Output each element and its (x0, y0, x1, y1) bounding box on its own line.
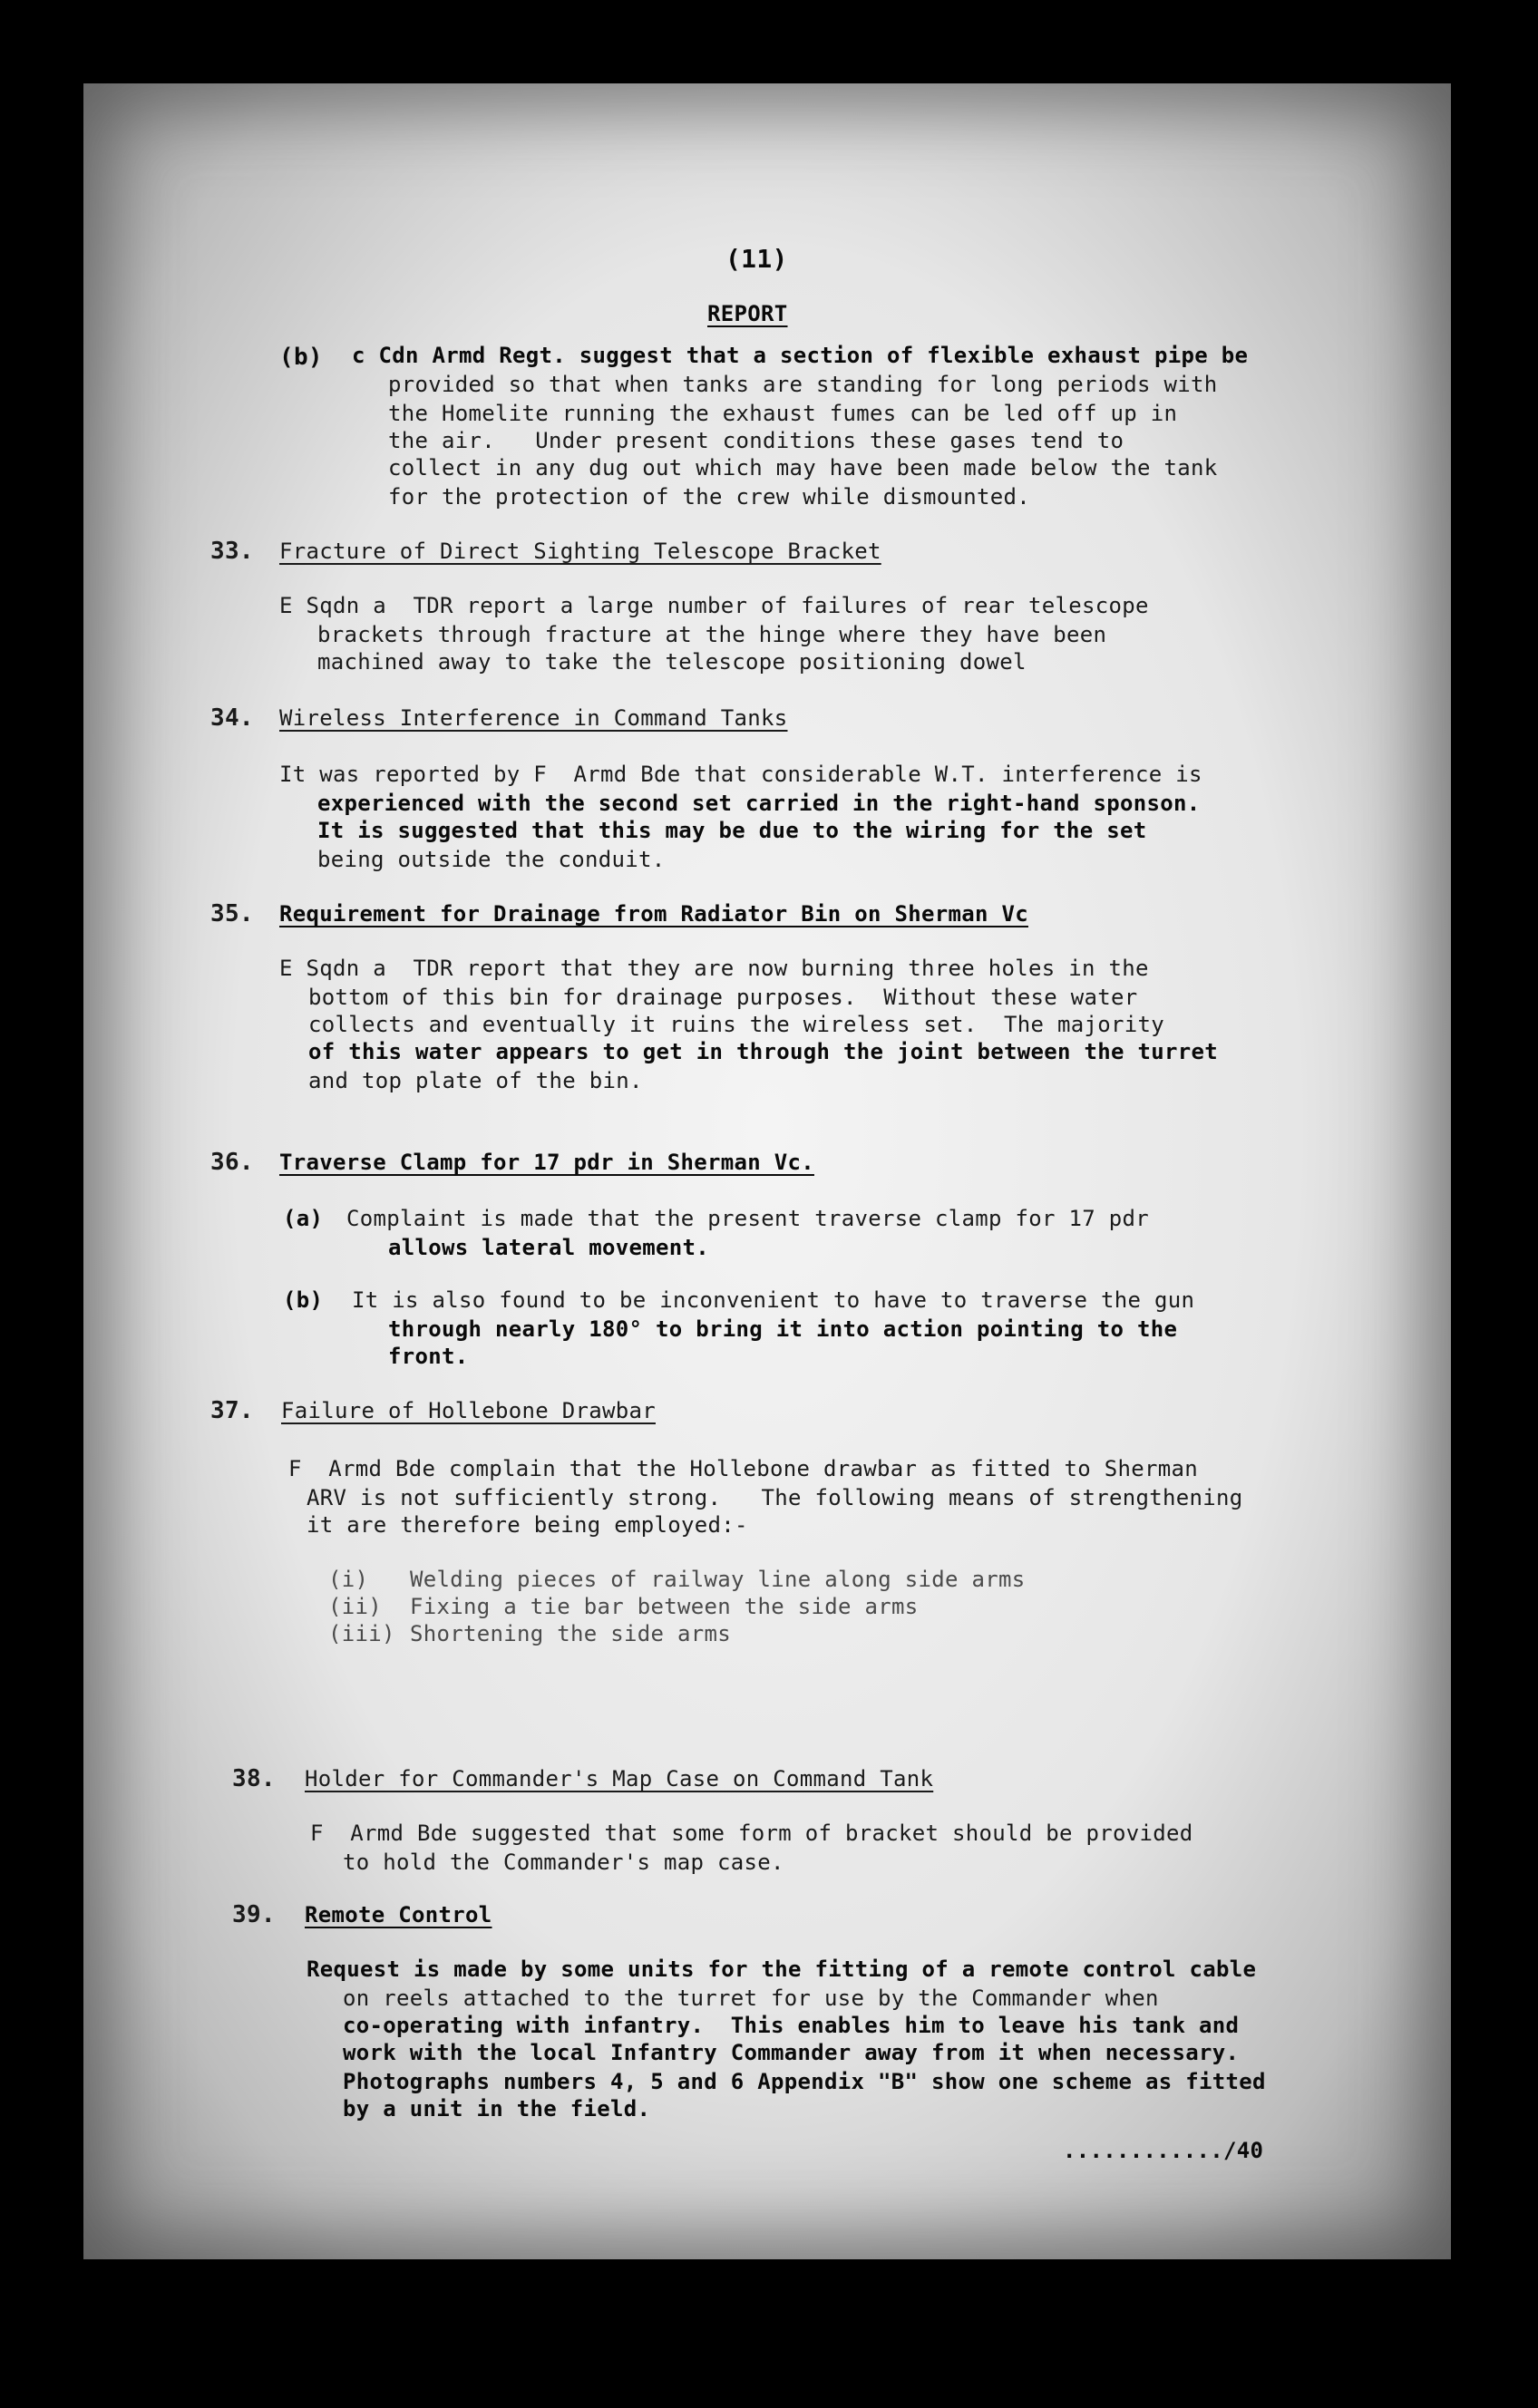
item-line: ARV is not sufficiently strong. The following means of strengthening (307, 1485, 1243, 1510)
item-title: Failure of Hollebone Drawbar (281, 1398, 656, 1423)
item-line: co-operating with infantry. This enables him to leave his tank and (343, 2013, 1240, 2038)
item-line: It is suggested that this may be due to the wiring for the set (317, 818, 1147, 843)
item-line: Complaint is made that the present traverse clamp for 17 pdr (346, 1206, 1149, 1231)
item-line: F Armd Bde complain that the Hollebone drawbar as fitted to Sherman (288, 1456, 1198, 1481)
section-b-line: for the protection of the crew while dismounted. (388, 484, 1030, 510)
item-line: of this water appears to get in through the joint between the turret (308, 1039, 1218, 1064)
item-line: F Armd Bde suggested that some form of bracket should be provided (310, 1821, 1193, 1846)
item-title: Traverse Clamp for 17 pdr in Sherman Vc. (279, 1150, 814, 1175)
list-label: (ii) (328, 1594, 382, 1619)
section-b-line: provided so that when tanks are standing for long periods with (388, 372, 1218, 397)
item-line: experienced with the second set carried in the right-hand sponson. (317, 791, 1201, 816)
item-line: by a unit in the field. (343, 2096, 651, 2122)
sub-label: (a) (283, 1206, 324, 1231)
section-b-line: the Homelite running the exhaust fumes can be led off up in (388, 401, 1178, 426)
item-line: work with the local Infantry Commander away from it when necessary. (343, 2040, 1240, 2065)
item-line: through nearly 180° to bring it into action pointing to the (388, 1316, 1178, 1342)
item-line: Request is made by some units for the fitting of a remote control cable (307, 1956, 1257, 1982)
list-item: Welding pieces of railway line along side arms (410, 1567, 1026, 1592)
item-number: 39. (232, 1901, 276, 1928)
item-number: 35. (210, 900, 254, 927)
item-title: Requirement for Drainage from Radiator Bin on Sherman Vc (279, 901, 1028, 927)
item-line: allows lateral movement. (388, 1235, 709, 1260)
item-line: machined away to take the telescope positioning dowel (317, 649, 1027, 675)
item-line: E Sqdn a TDR report a large number of failures of rear telescope (279, 593, 1149, 618)
item-line: It is also found to be inconvenient to have to traverse the gun (352, 1287, 1195, 1313)
item-line: to hold the Commander's map case. (343, 1850, 784, 1875)
list-item: Shortening the side arms (410, 1621, 731, 1646)
item-line: it are therefore being employed:- (307, 1512, 748, 1538)
list-label: (iii) (328, 1621, 395, 1646)
item-line: bottom of this bin for drainage purposes. Without these water (308, 985, 1138, 1010)
item-line: and top plate of the bin. (308, 1068, 643, 1093)
report-heading: REPORT (707, 301, 788, 326)
item-number: 34. (210, 704, 254, 732)
item-line: E Sqdn a TDR report that they are now burning three holes in the (279, 956, 1149, 981)
item-number: 38. (232, 1765, 276, 1792)
item-line: being outside the conduit. (317, 847, 666, 872)
item-line: collects and eventually it ruins the wireless set. The majority (308, 1012, 1164, 1037)
page-number: (11) (725, 244, 788, 274)
item-number: 36. (210, 1149, 254, 1176)
item-title: Holder for Commander's Map Case on Command Tank (305, 1766, 934, 1791)
item-title: Fracture of Direct Sighting Telescope Bracket (279, 539, 881, 564)
document-page (83, 83, 1451, 2259)
section-b-line: the air. Under present conditions these gases tend to (388, 428, 1124, 453)
section-b-label: (b) (279, 344, 323, 371)
list-label: (i) (328, 1567, 369, 1592)
sub-label: (b) (283, 1287, 324, 1313)
section-b-line: c Cdn Armd Regt. suggest that a section of flexible exhaust pipe be (352, 343, 1249, 368)
item-line: brackets through fracture at the hinge where they have been (317, 622, 1107, 647)
item-line: front. (388, 1344, 469, 1369)
item-number: 37. (210, 1397, 254, 1424)
section-b-line: collect in any dug out which may have been made below the tank (388, 455, 1218, 481)
item-number: 33. (210, 538, 254, 565)
item-line: It was reported by F Armd Bde that considerable W.T. interference is (279, 762, 1202, 787)
item-line: Photographs numbers 4, 5 and 6 Appendix "B" show one scheme as fitted (343, 2069, 1266, 2094)
item-title: Remote Control (305, 1902, 492, 1927)
item-line: on reels attached to the turret for use by the Commander when (343, 1986, 1159, 2011)
continuation-marker: ............/40 (1063, 2138, 1264, 2163)
list-item: Fixing a tie bar between the side arms (410, 1594, 919, 1619)
item-title: Wireless Interference in Command Tanks (279, 705, 788, 731)
